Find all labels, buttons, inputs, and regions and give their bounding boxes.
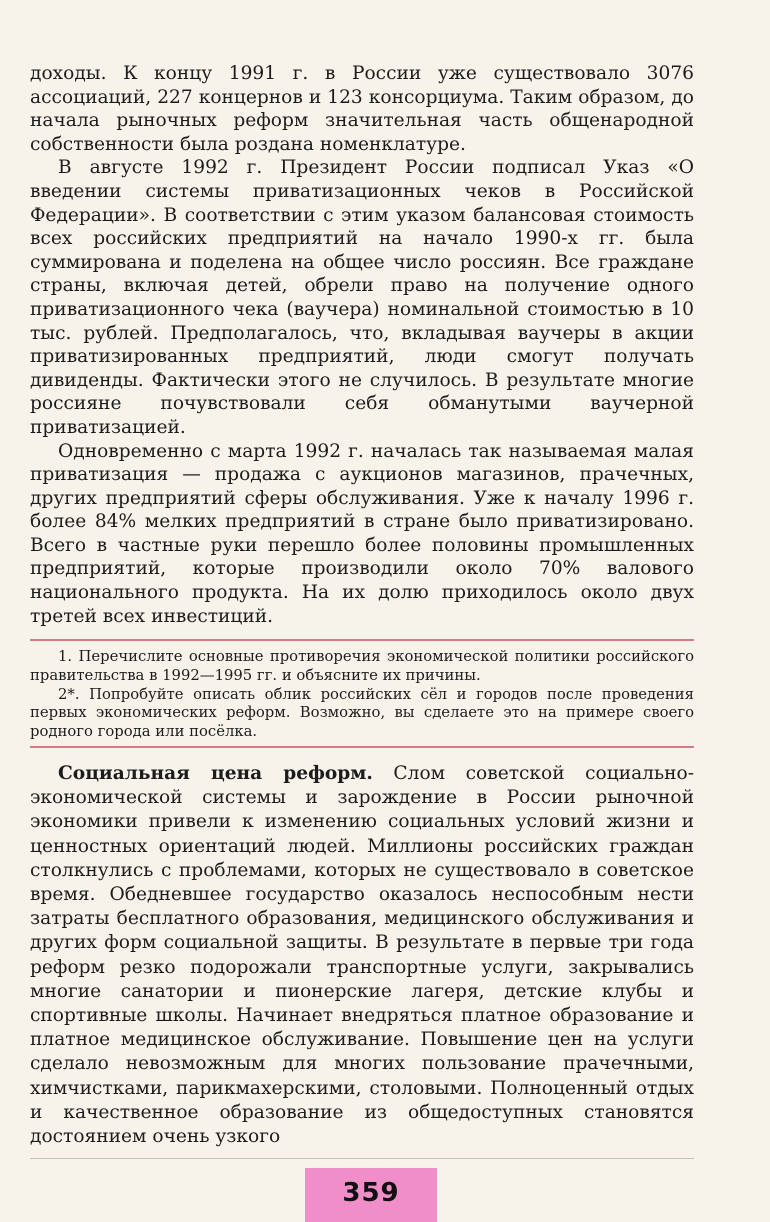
questions-top-rule: [30, 639, 694, 641]
section-social-cost: [30, 762, 694, 1149]
questions-bottom-rule: [30, 746, 694, 748]
paragraph-2: В августе 1992 г. Президент России подписал Указ «О введении системы приватизационных чеков в Российской Федерации». В соответствии с этим указом балансовая стоимость всех российских предприятий на начало 1990-х гг. была суммирована и поделена на общее число россиян. Все граждане страны, включая детей, обрели право на получение одного приватизационного чека (ваучера) номинальной стоимостью в 10 тыс. рублей. Предполагалось, что, вкладывая ваучеры в акции приватизированных предприятий, люди смогут получать дивиденды. Фактически этого не случилось. В результате многие россияне почувствовали себя обманутыми ваучерной приватизацией.: [30, 157, 694, 438]
paragraph-3: Одновременно с марта 1992 г. началась так называемая малая приватизация — продажа с аукционов магазинов, прачечных, других предприятий сферы обслуживания. Уже к началу 1996 г. более 84% мелких предприятий в стране было приватизировано. Всего в частные руки перешло более половины промышленных предприятий, которые производили около 70% валового национального продукта. На их долю приходилось около двух третей всех инвестиций.: [30, 440, 694, 627]
questions-box: [30, 648, 694, 742]
paragraph-1: доходы. К концу 1991 г. в России уже существовало 3076 ассоциаций, 227 концернов и 123 консорциума. Таким образом, до начала рыночных реформ значительная часть общенародной собственности была роздана номенклатуре.: [30, 63, 694, 155]
footer-rule: [30, 1158, 694, 1159]
question-2: 2*. Попробуйте описать облик российских сёл и городов после проведения первых экономических реформ. Возможно, вы сделаете это на примере своего родного города или посёлка.: [30, 685, 694, 741]
page-number: 359: [342, 1178, 400, 1208]
question-1: 1. Перечислите основные противоречия экономической политики российского правительства в 1992—1995 гг. и объясните их причины.: [30, 648, 694, 684]
section-title: Социальная цена реформ.: [58, 763, 373, 784]
main-text: [30, 62, 694, 628]
section-paragraph: [30, 762, 694, 1149]
section-body: Слом советской социально-экономической системы и зарождение в России рыночной экономики привели к изменению социальных условий жизни и ценностных ориентаций людей. Миллионы российских граждан столкнулись с проблемами, которых не существовало в советское время. Обедневшее государство оказалось неспособным нести затраты бесплатного образования, медицинского обслуживания и других форм социальной защиты. В результате в первые три года реформ резко подорожали транспортные услуги, закрывались многие санатории и пионерские лагеря, детские клубы и спортивные школы. Начинает внедряться платное образование и платное медицинское обслуживание. Повышение цен на услуги сделало невозможным для многих пользование прачечными, химчистками, парикмахерскими, столовыми. Полноценный отдых и качественное образование из общедоступных становятся достоянием очень узкого: [30, 763, 694, 1148]
